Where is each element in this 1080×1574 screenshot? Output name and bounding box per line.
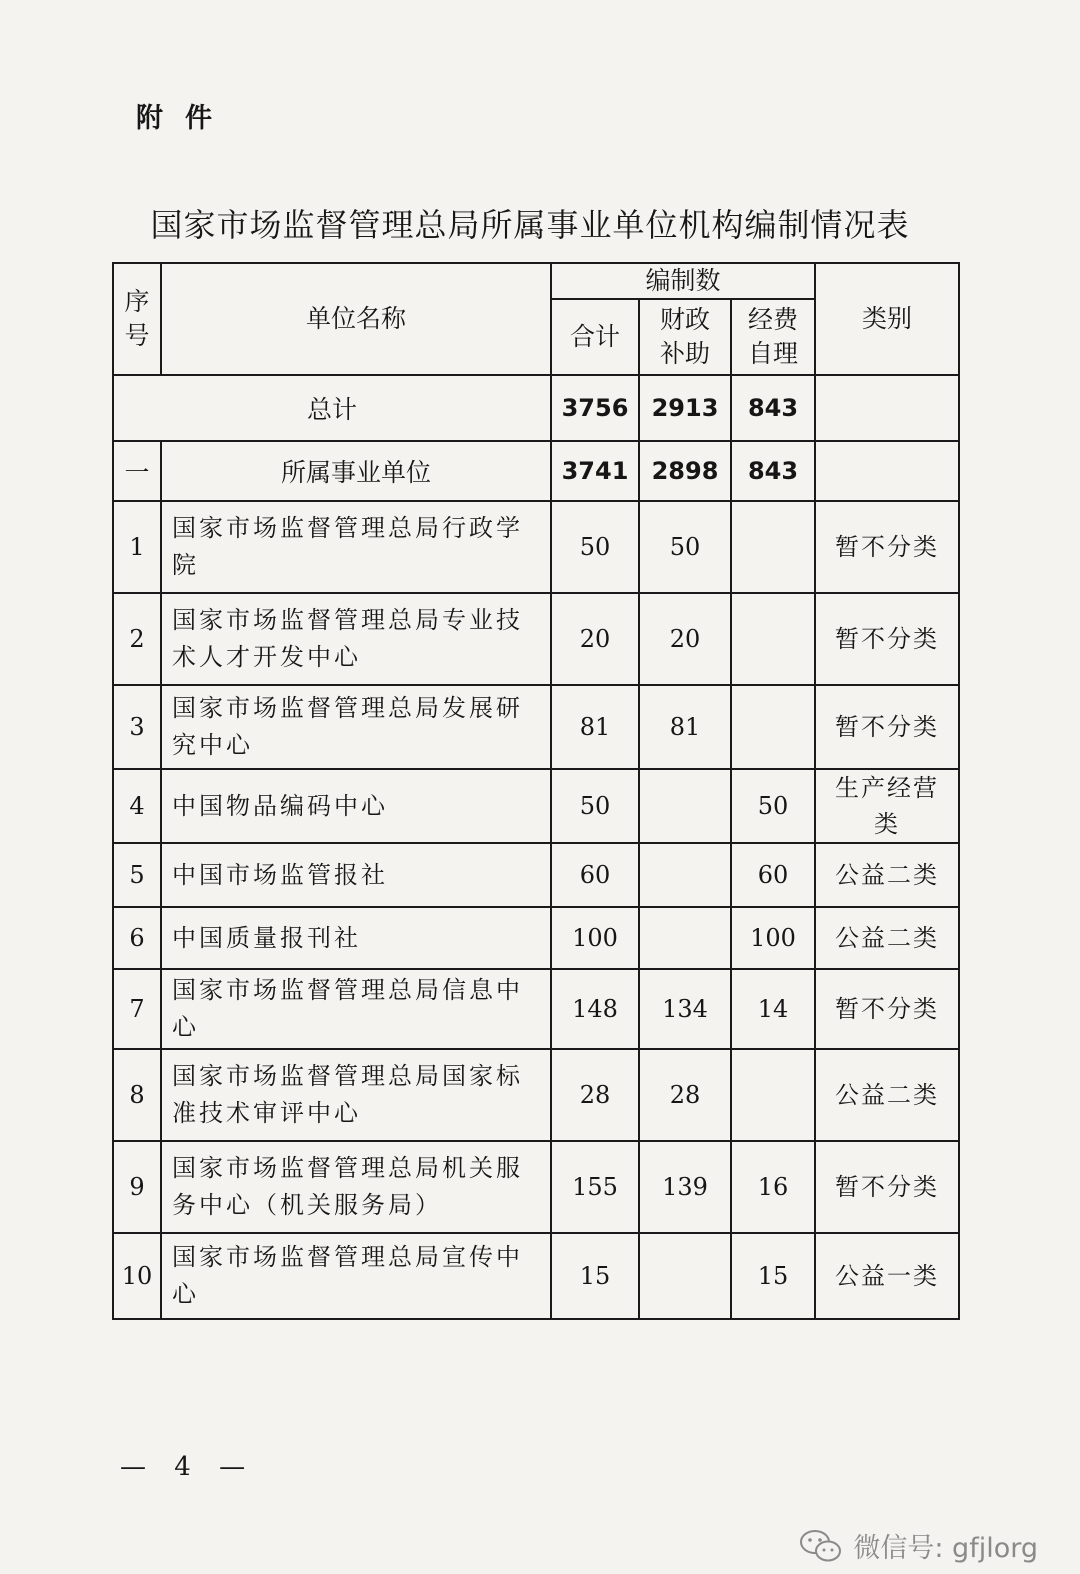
row-category: 暂不分类	[815, 501, 959, 593]
row-total: 28	[551, 1049, 639, 1141]
section-category	[815, 441, 959, 501]
row-total: 81	[551, 685, 639, 769]
row-total: 60	[551, 843, 639, 907]
row-fiscal	[639, 769, 731, 843]
row-category: 暂不分类	[815, 1141, 959, 1233]
row-seq: 4	[113, 769, 161, 843]
row-self-funded: 60	[731, 843, 815, 907]
header-unit-name: 单位名称	[161, 263, 551, 375]
table-row	[113, 843, 959, 907]
section-self: 843	[731, 441, 815, 501]
row-unit-name: 中国质量报刊社	[161, 907, 551, 969]
row-self-funded: 100	[731, 907, 815, 969]
row-seq: 1	[113, 501, 161, 593]
row-total: 50	[551, 769, 639, 843]
table-row	[113, 969, 959, 1049]
table-row	[113, 1233, 959, 1319]
row-total: 155	[551, 1141, 639, 1233]
row-fiscal: 20	[639, 593, 731, 685]
row-seq: 8	[113, 1049, 161, 1141]
row-fiscal: 134	[639, 969, 731, 1049]
section-label: 所属事业单位	[161, 441, 551, 501]
section-total: 3741	[551, 441, 639, 501]
header-total: 合计	[551, 299, 639, 375]
grand-total-row	[113, 375, 959, 441]
row-fiscal	[639, 907, 731, 969]
section-row	[113, 441, 959, 501]
grand-total-fiscal: 2913	[639, 375, 731, 441]
document-title: 国家市场监督管理总局所属事业单位机构编制情况表	[150, 206, 910, 244]
row-unit-name: 国家市场监督管理总局国家标准技术审评中心	[161, 1049, 551, 1141]
row-category: 公益二类	[815, 1049, 959, 1141]
row-seq: 3	[113, 685, 161, 769]
row-self-funded	[731, 593, 815, 685]
row-seq: 7	[113, 969, 161, 1049]
table-row	[113, 907, 959, 969]
row-fiscal	[639, 1233, 731, 1319]
row-unit-name: 国家市场监督管理总局机关服务中心（机关服务局）	[161, 1141, 551, 1233]
table-row	[113, 1049, 959, 1141]
row-category: 暂不分类	[815, 969, 959, 1049]
row-category: 生产经营类	[815, 769, 959, 843]
row-seq: 9	[113, 1141, 161, 1233]
row-self-funded	[731, 501, 815, 593]
row-self-funded: 15	[731, 1233, 815, 1319]
row-unit-name: 中国市场监管报社	[161, 843, 551, 907]
watermark-text: 微信号: gfjlorg	[853, 1533, 1038, 1564]
table-row	[113, 1141, 959, 1233]
header-fiscal: 财政补助	[639, 299, 731, 375]
row-unit-name: 中国物品编码中心	[161, 769, 551, 843]
table-row	[113, 501, 959, 593]
row-unit-name: 国家市场监督管理总局信息中心	[161, 969, 551, 1049]
row-self-funded	[731, 685, 815, 769]
staffing-table	[112, 262, 960, 1320]
row-seq: 6	[113, 907, 161, 969]
row-category: 暂不分类	[815, 685, 959, 769]
row-category: 公益一类	[815, 1233, 959, 1319]
row-total: 100	[551, 907, 639, 969]
section-seq: 一	[113, 441, 161, 501]
header-quota: 编制数	[551, 263, 815, 299]
grand-total-category	[815, 375, 959, 441]
row-total: 50	[551, 501, 639, 593]
row-seq: 10	[113, 1233, 161, 1319]
row-seq: 5	[113, 843, 161, 907]
row-total: 20	[551, 593, 639, 685]
row-fiscal: 81	[639, 685, 731, 769]
table-row	[113, 593, 959, 685]
table-row	[113, 685, 959, 769]
row-fiscal: 139	[639, 1141, 731, 1233]
row-unit-name: 国家市场监督管理总局宣传中心	[161, 1233, 551, 1319]
header-seq: 序号	[113, 263, 161, 375]
row-total: 15	[551, 1233, 639, 1319]
attachment-label: 附件	[136, 103, 234, 134]
row-category: 暂不分类	[815, 593, 959, 685]
row-unit-name: 国家市场监督管理总局专业技术人才开发中心	[161, 593, 551, 685]
page-number: — 4 —	[120, 1452, 256, 1482]
row-self-funded: 50	[731, 769, 815, 843]
row-fiscal	[639, 843, 731, 907]
row-category: 公益二类	[815, 843, 959, 907]
header-category: 类别	[815, 263, 959, 375]
table-row	[113, 769, 959, 843]
row-seq: 2	[113, 593, 161, 685]
row-category: 公益二类	[815, 907, 959, 969]
row-self-funded: 16	[731, 1141, 815, 1233]
grand-total-label: 总计	[113, 375, 551, 441]
wechat-watermark	[799, 1526, 1038, 1565]
row-fiscal: 50	[639, 501, 731, 593]
section-fiscal: 2898	[639, 441, 731, 501]
row-unit-name: 国家市场监督管理总局行政学院	[161, 501, 551, 593]
row-fiscal: 28	[639, 1049, 731, 1141]
row-total: 148	[551, 969, 639, 1049]
wechat-icon	[799, 1529, 843, 1563]
row-self-funded: 14	[731, 969, 815, 1049]
row-unit-name: 国家市场监督管理总局发展研究中心	[161, 685, 551, 769]
header-self-funded: 经费自理	[731, 299, 815, 375]
grand-total-self: 843	[731, 375, 815, 441]
row-self-funded	[731, 1049, 815, 1141]
grand-total-total: 3756	[551, 375, 639, 441]
